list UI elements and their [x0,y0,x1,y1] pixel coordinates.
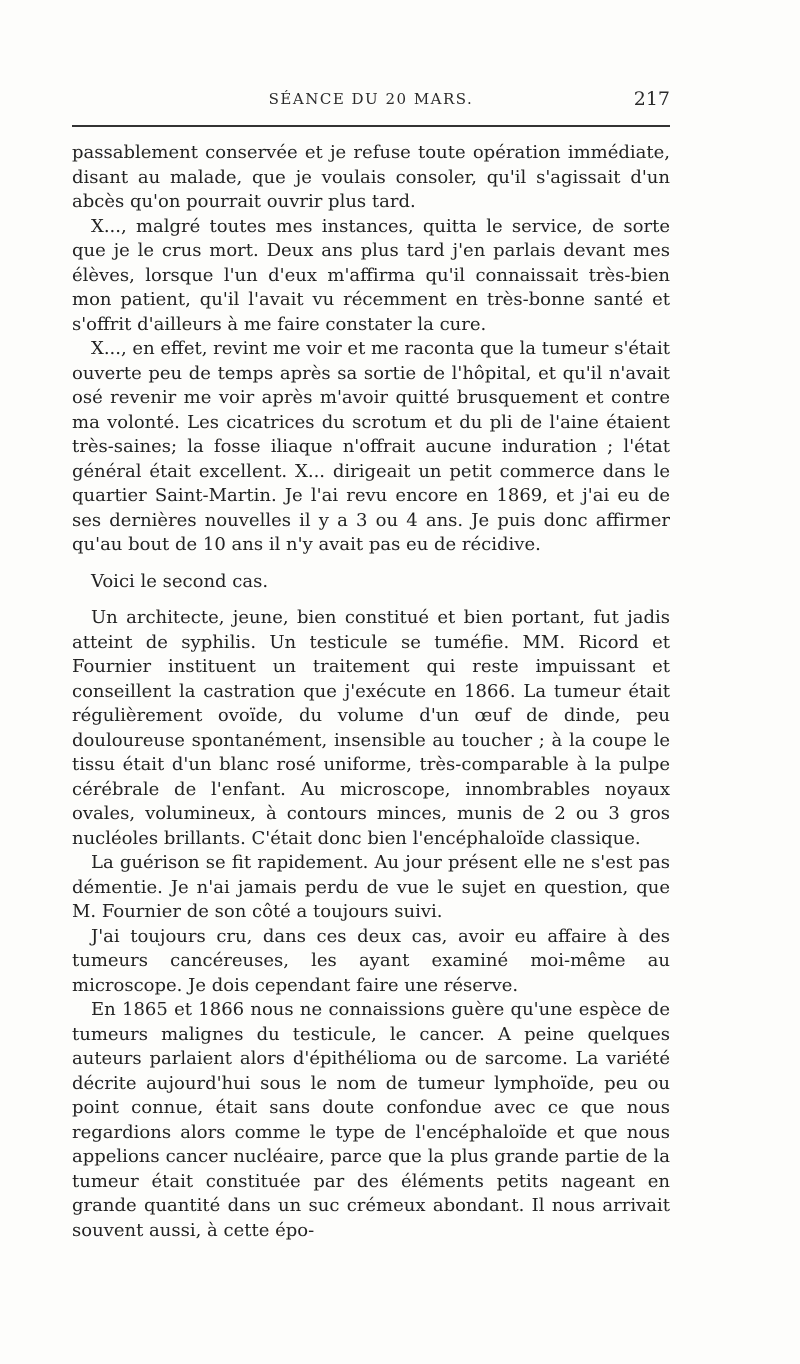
header-rule [72,125,670,127]
running-header [72,88,670,116]
paragraph: X..., en effet, revint me voir et me raconta que la tumeur s'était ouverte peu de temps après sa sortie de l'hôpital, et qu'il n'avait osé revenir me voir après m'avoir quitté brusquement et contre ma volonté. Les cicatrices du scrotum et du pli de l'aine étaient très-saines; la fosse iliaque n'offrait aucune induration ; l'état général était excellent. X... dirigeait un petit commerce dans le quartier Saint-Martin. Je l'ai revu encore en 1869, et j'ai eu de ses dernières nouvelles il y a 3 ou 4 ans. Je puis donc affirmer qu'au bout de 10 ans il n'y avait pas eu de récidive. [72,338,670,555]
paragraph: Voici le second cas. [91,570,269,592]
paragraph: La guérison se fit rapidement. Au jour présent elle ne s'est pas démentie. Je n'ai jamais perdu de vue le sujet en question, que M. Fournier de son côté a toujours suivi. [72,852,670,922]
running-title: SÉANCE DU 20 MARS. [268,90,474,108]
paragraph: En 1865 et 1866 nous ne connaissions guère qu'une espèce de tumeurs malignes du testicule, le cancer. A peine quelques auteurs parlaient alors d'épithélioma ou de sarcome. La variété décrite aujourd'hui sous le nom de tumeur lymphoïde, peu ou point connue, était sans doute confondue avec ce que nous regardions alors comme le type de l'encéphaloïde et que nous appelions cancer nucléaire, parce que la plus grande partie de la tumeur était constituée par des éléments petits nageant en grande quantité dans un suc crémeux abondant. Il nous arrivait souvent aussi, à cette épo- [72,999,670,1241]
page-number: 217 [633,88,670,110]
paragraph: passablement conservée et je refuse toute opération immédiate, disant au malade, que je voulais consoler, qu'il s'agissait d'un abcès qu'on pourrait ouvrir plus tard. [72,142,670,212]
paragraph: Un architecte, jeune, bien constitué et bien portant, fut jadis atteint de syphilis. Un testicule se tuméfie. MM. Ricord et Fournier instituent un traitement qui reste impuissant et conseillent la castration que j'exécute en 1866. La tumeur était régulièrement ovoïde, du volume d'un œuf de dinde, peu douloureuse spontanément, insensible au toucher ; à la coupe le tissu était d'un blanc rosé uniforme, très-comparable à la pulpe cérébrale de l'enfant. Au microscope, innombrables noyaux ovales, volumineux, à contours minces, munis de 2 ou 3 gros nucléoles brillants. C'était donc bien l'encéphaloïde classique. [72,607,670,849]
body-text [72,141,670,1243]
paragraph: X..., malgré toutes mes instances, quitta le service, de sorte que je le crus mort. Deux ans plus tard j'en parlais devant mes élèves, lorsque l'un d'eux m'affirma qu'il connaissait très-bien mon patient, qu'il l'avait vu récemment en très-bonne santé et s'offrit d'ailleurs à me faire constater la cure. [72,215,670,335]
paragraph: J'ai toujours cru, dans ces deux cas, avoir eu affaire à des tumeurs cancéreuses, les ayant examiné moi-même au microscope. Je dois cependant faire une réserve. [72,925,670,996]
